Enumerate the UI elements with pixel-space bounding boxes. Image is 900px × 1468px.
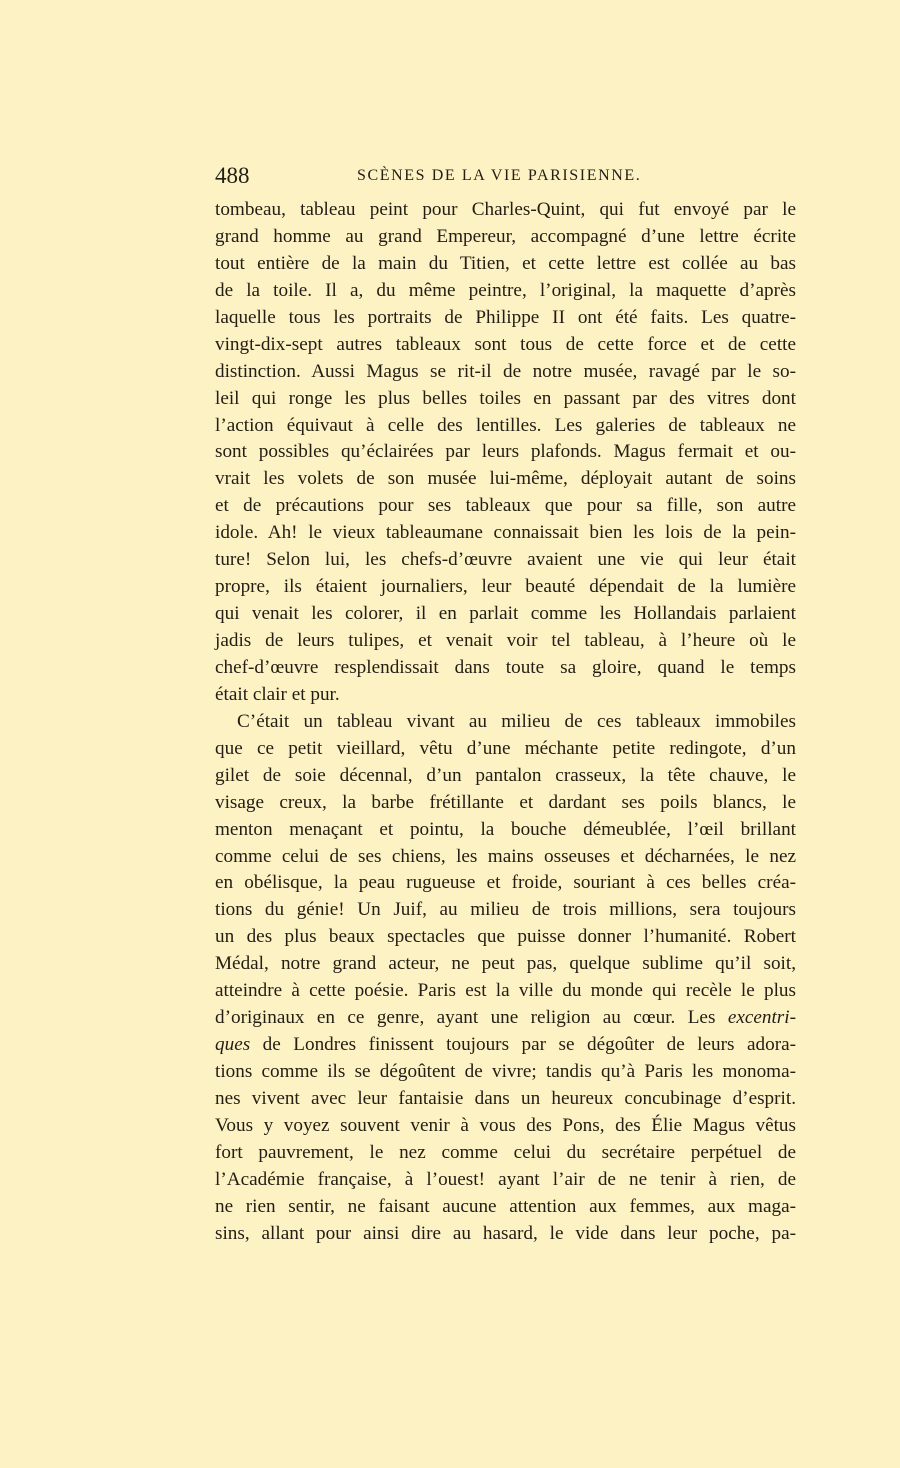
text-segment: l’Académie française, à l’ouest! ayant l’air de ne tenir à rien, de: [215, 1168, 796, 1190]
text-segment: un des plus beaux spectacles que puisse donner l’humanité. Robert: [215, 926, 796, 948]
text-segment: propre, ils étaient journaliers, leur beauté dépendait de la lumière: [215, 576, 796, 598]
text-segment: Vous y voyez souvent venir à vous des Pons, des Élie Magus vêtus: [215, 1114, 796, 1136]
text-line: [215, 790, 796, 817]
text-segment: ne rien sentir, ne faisant aucune attention aux femmes, aux maga-: [215, 1195, 796, 1217]
text-segment: de la toile. Il a, du même peintre, l’original, la maquette d’après: [215, 279, 796, 301]
text-line: [215, 305, 796, 332]
text-segment: comme celui de ses chiens, les mains osseuses et décharnées, le nez: [215, 845, 796, 867]
text-line: [215, 251, 796, 278]
text-line: [215, 332, 796, 359]
text-segment: grand homme au grand Empereur, accompagné d’une lettre écrite: [215, 225, 796, 247]
text-line: [215, 413, 796, 440]
text-segment: l’action équivaut à celle des lentilles. Les galeries de tableaux ne: [215, 414, 796, 436]
text-line: [215, 736, 796, 763]
text-segment: vingt-dix-sept autres tableaux sont tous de cette force et de cette: [215, 333, 796, 355]
text-segment: distinction. Aussi Magus se rit-il de notre musée, ravagé par le so-: [215, 360, 796, 382]
page-number: 488: [215, 163, 250, 188]
text-segment: menton menaçant et pointu, la bouche démeublée, l’œil brillant: [215, 818, 796, 840]
text-segment: que ce petit vieillard, vêtu d’une méchante petite redingote, d’un: [215, 737, 796, 759]
running-title: SCÈNES DE LA VIE PARISIENNE.: [357, 167, 642, 184]
text-segment: ture! Selon lui, les chefs-d’œuvre avaient une vie qui leur était: [215, 549, 796, 571]
text-line: [215, 1059, 796, 1086]
text-line: [215, 278, 796, 305]
text-line: [215, 709, 796, 736]
text-line: [215, 844, 796, 871]
text-line: [215, 439, 796, 466]
text-line: [215, 1194, 796, 1221]
paragraph: [215, 709, 796, 1248]
text-line: [215, 1086, 796, 1113]
text-segment: était clair et pur.: [215, 683, 340, 705]
text-segment: de Londres finissent toujours par se dégoûter de leurs adora-: [250, 1034, 796, 1056]
text-segment: d’originaux en ce genre, ayant une religion au cœur. Les: [215, 1007, 728, 1029]
text-line: [215, 655, 796, 682]
text-line: [215, 817, 796, 844]
text-segment: chef-d’œuvre resplendissait dans toute sa gloire, quand le temps: [215, 656, 796, 678]
text-segment: et de précautions pour ses tableaux que pour sa fille, son autre: [215, 495, 796, 517]
text-segment: sont possibles qu’éclairées par leurs plafonds. Magus fermait et ou-: [215, 441, 796, 463]
text-line: [215, 1005, 796, 1032]
text-segment: tions du génie! Un Juif, au milieu de trois millions, sera toujours: [215, 899, 796, 921]
text-line: [215, 924, 796, 951]
text-segment: atteindre à cette poésie. Paris est la ville du monde qui recèle le plus: [215, 980, 796, 1002]
text-line: [215, 574, 796, 601]
text-line: [215, 1140, 796, 1167]
italic-text: ques: [215, 1034, 251, 1056]
text-line: [215, 197, 796, 224]
italic-text: excentri-: [727, 1007, 796, 1029]
text-line: [215, 978, 796, 1005]
text-segment: laquelle tous les portraits de Philippe II ont été faits. Les quatre-: [215, 306, 796, 328]
text-segment: qui venait les colorer, il en parlait comme les Hollandais parlaient: [215, 603, 796, 625]
text-segment: sins, allant pour ainsi dire au hasard, le vide dans leur poche, pa-: [215, 1222, 796, 1244]
text-line: [215, 547, 796, 574]
text-segment: tombeau, tableau peint pour Charles-Quint, qui fut envoyé par le: [215, 199, 796, 220]
text-segment: tout entière de la main du Titien, et cette lettre est collée au bas: [215, 252, 796, 274]
text-line: [215, 359, 796, 386]
paragraph: [215, 197, 796, 709]
text-line: [215, 682, 796, 709]
book-page: [215, 163, 796, 1248]
text-line: [215, 1167, 796, 1194]
text-segment: fort pauvrement, le nez comme celui du secrétaire perpétuel de: [215, 1141, 796, 1163]
text-line: [215, 897, 796, 924]
text-line: [215, 520, 796, 547]
text-line: [215, 224, 796, 251]
text-segment: idole. Ah! le vieux tableaumane connaissait bien les lois de la pein-: [215, 522, 796, 544]
text-line: [215, 1032, 796, 1059]
text-segment: nes vivent avec leur fantaisie dans un heureux concubinage d’esprit.: [215, 1087, 796, 1109]
page-header: [215, 163, 796, 193]
text-line: [215, 628, 796, 655]
text-line: [215, 493, 796, 520]
text-segment: Médal, notre grand acteur, ne peut pas, quelque sublime qu’il soit,: [215, 953, 796, 975]
text-segment: vrait les volets de son musée lui-même, déployait autant de soins: [215, 468, 796, 490]
text-line: [215, 601, 796, 628]
text-segment: C’était un tableau vivant au milieu de ces tableaux immobiles: [237, 710, 796, 732]
text-segment: gilet de soie décennal, d’un pantalon crasseux, la tête chauve, le: [215, 764, 796, 786]
text-segment: leil qui ronge les plus belles toiles en passant par des vitres dont: [215, 387, 796, 409]
text-line: [215, 466, 796, 493]
text-line: [215, 951, 796, 978]
text-segment: visage creux, la barbe frétillante et dardant ses poils blancs, le: [215, 791, 796, 813]
text-segment: tions comme ils se dégoûtent de vivre; tandis qu’à Paris les monoma-: [215, 1061, 796, 1082]
text-line: [215, 1221, 796, 1248]
text-line: [215, 386, 796, 413]
text-line: [215, 870, 796, 897]
text-line: [215, 763, 796, 790]
text-segment: jadis de leurs tulipes, et venait voir tel tableau, à l’heure où le: [215, 630, 796, 651]
text-line: [215, 1113, 796, 1140]
text-segment: en obélisque, la peau rugueuse et froide, souriant à ces belles créa-: [215, 872, 796, 894]
body-text: [215, 197, 796, 1248]
